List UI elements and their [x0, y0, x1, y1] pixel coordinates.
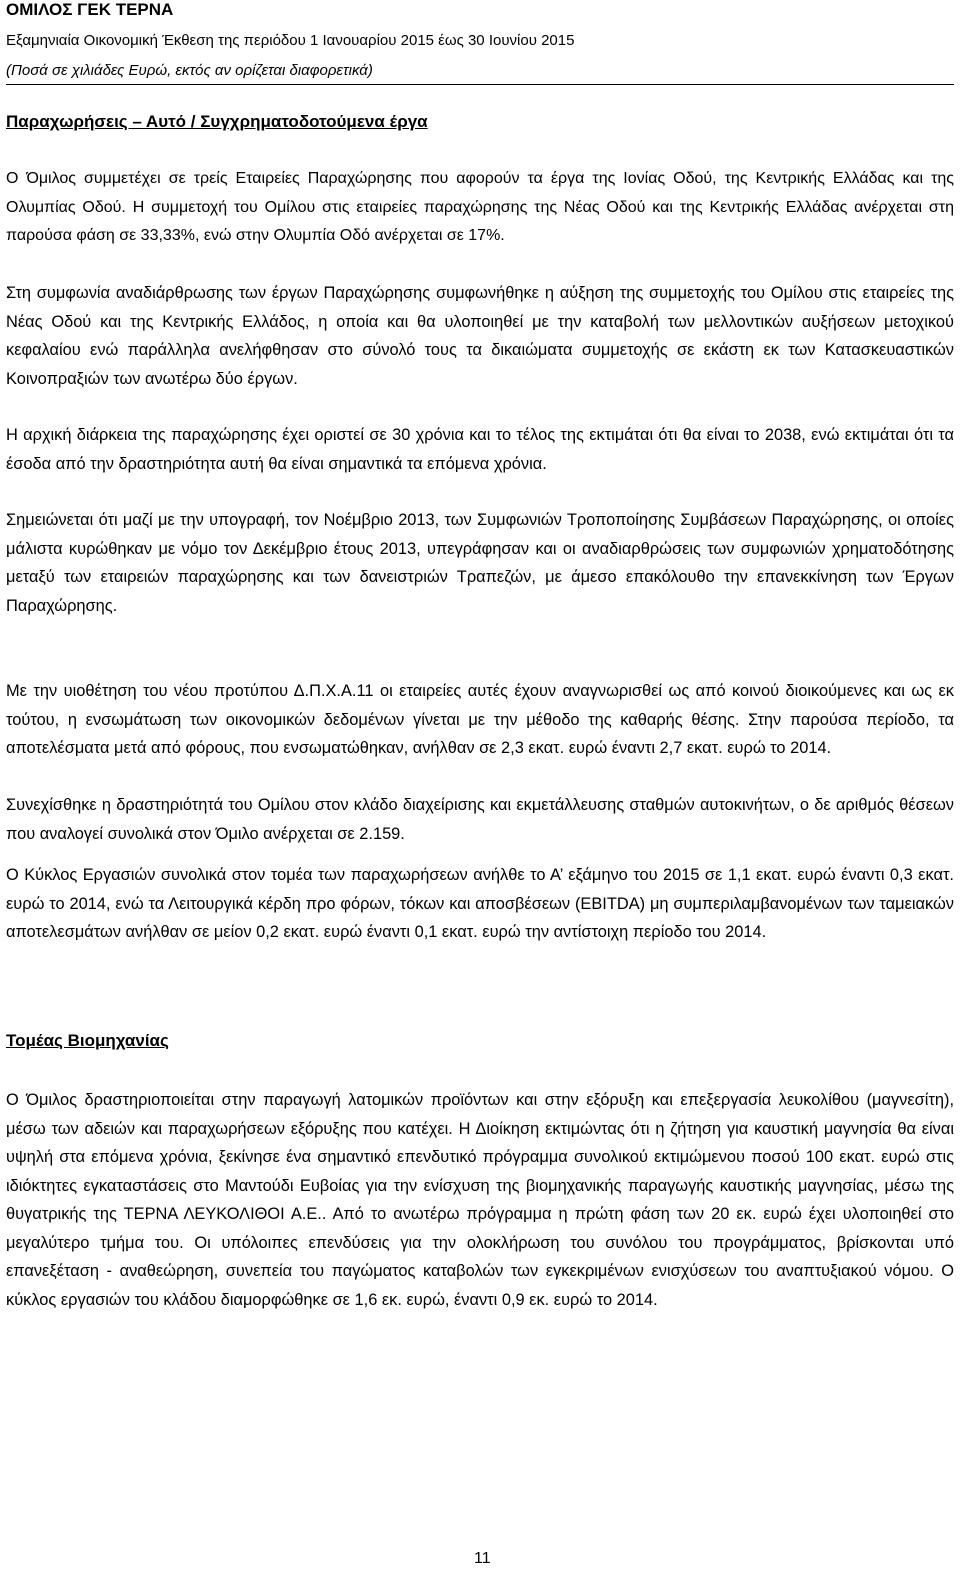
header-divider: [6, 84, 954, 85]
section-heading-industry: Τομέας Βιομηχανίας: [6, 1031, 169, 1050]
paragraph-restructuring-agreement: Στη συμφωνία αναδιάρθρωσης των έργων Παραχώρησης συμφωνήθηκε η αύξηση της συμμετοχής του Ομίλου στις εταιρείες της Νέας Οδού και της Κεντρικής Ελλάδος, η οποία και θα υλοποιηθεί με την καταβολή των μελλοντικών αυξήσεων μετοχικού κεφαλαίου ενώ παράλληλα ανελήφθησαν στο σύνολό τους τα δικαιώματα συμμετοχής σε εκάστη εκ των Κατασκευαστικών Κοινοπραξιών των ανωτέρω δύο έργων.: [6, 284, 954, 388]
section-heading-concessions: Παραχωρήσεις – Αυτό / Συγχρηματοδοτούμενα έργα: [6, 112, 428, 131]
paragraph-concession-duration: Η αρχική διάρκεια της παραχώρησης έχει οριστεί σε 30 χρόνια και το τέλος της εκτιμάται ότι θα είναι το 2038, ενώ εκτιμάται ότι τα έσοδα από την δραστηριότητα αυτή θα είναι σημαντικά τα επόμενα χρόνια.: [6, 426, 954, 473]
company-name: ΟΜΙΛΟΣ ΓΕΚ ΤΕΡΝΑ: [6, 0, 174, 19]
paragraph-ifrs11: Με την υιοθέτηση του νέου προτύπου Δ.Π.Χ.Α.11 οι εταιρείες αυτές έχουν αναγνωρισθεί ως από κοινού διοικούμενες και ως εκ τούτου, η ενσωμάτωση των οικονομικών δεδομένων γίνεται με την μέθοδο της καθαρής θέσης. Στην παρούσα περίοδο, τα αποτελέσματα μετά από φόρους, που ενσωματώθηκαν, ανήλθαν σε 2,3 εκατ. ευρώ έναντι 2,7 εκατ. ευρώ το 2014.: [6, 682, 954, 757]
paragraph-concessions-participation: Ο Όμιλος συμμετέχει σε τρείς Εταιρείες Παραχώρησης που αφορούν τα έργα της Ιονίας Οδού, της Κεντρικής Ελλάδας και της Ολυμπίας Οδού. Η συμμετοχή του Ομίλου στις εταιρείες παραχώρησης της Νέας Οδού και της Κεντρικής Ελλάδας ανέρχεται στη παρούσα φάση σε 33,33%, ενώ στην Ολυμπία Οδό ανέρχεται σε 17%.: [6, 170, 954, 244]
paragraph-industry: Ο Όμιλος δραστηριοποιείται στην παραγωγή λατομικών προϊόντων και στην εξόρυξη και επεξεργασία λευκολίθου (μαγνεσίτη), μέσω των αδειών και παραχωρήσεων εξόρυξης που κατέχει. Η Διοίκηση εκτιμώντας ότι η ζήτηση για καυστική μαγνησία θα είναι υψηλή στα επόμενα χρόνια, ξεκίνησε ένα σημαντικό επενδυτικό πρόγραμμα συνολικού εκτιμώμενου ποσού 100 εκατ. ευρώ στις ιδιόκτητες εγκαταστάσεις στο Μαντούδι Ευβοίας για την ενίσχυση της βιομηχανικής παραγωγής καυστικής μαγνησίας, μέσω της θυγατρικής της ΤΕΡΝΑ ΛΕΥΚΟΛΙΘΟΙ Α.Ε.. Από το ανωτέρω πρόγραμμα η πρώτη φάση των 20 εκ. ευρώ έχει υλοποιηθεί στο μεγαλύτερο τμήμα του. Οι υπόλοιπες επενδύσεις για την ολοκλήρωση του συνόλου του προγράμματος, βρίσκονται υπό επανεξέταση - αναθεώρηση, συνεπεία του παγώματος καταβολών των εγκεκριμένων ενισχύσεων του αναπτυξιακού νόμου. Ο κύκλος εργασιών του κλάδου διαμορφώθηκε σε 1,6 εκ. ευρώ, έναντι 0,9 εκ. ευρώ το 2014.: [6, 1091, 954, 1309]
paragraph-concessions-revenue: Ο Κύκλος Εργασιών συνολικά στον τομέα των παραχωρήσεων ανήλθε το Α’ εξάμηνο του 2015 σε 1,1 εκατ. ευρώ έναντι 0,3 εκατ. ευρώ το 2014, ενώ τα Λειτουργικά κέρδη προ φόρων, τόκων και αποσβέσεων (EBITDA) μη συμπεριλαμβανομένων των ταμειακών αποτελεσμάτων ανήλθαν σε μείον 0,2 εκατ. ευρώ έναντι 0,1 εκατ. ευρώ την αντίστοιχη περίοδο του 2014.: [6, 866, 954, 941]
page-number: 11: [474, 1550, 491, 1567]
report-period: Εξαμηνιαία Οικονομική Έκθεση της περιόδου 1 Ιανουαρίου 2015 έως 30 Ιουνίου 2015: [6, 32, 575, 49]
paragraph-amendment-agreements: Σημειώνεται ότι μαζί με την υπογραφή, τον Νοέμβριο 2013, των Συμφωνιών Τροποποίησης Συμβάσεων Παραχώρησης, οι οποίες μάλιστα κυρώθηκαν με νόμο τον Δεκέμβριο έτους 2013, υπεγράφησαν και οι αναδιαρθρώσεις των συμφωνιών χρηματοδότησης μεταξύ των εταιρειών παραχώρησης και των δανειστριών Τραπεζών, με άμεσο επακόλουθο την επανεκκίνηση των Έργων Παραχώρησης.: [6, 511, 954, 615]
paragraph-parking-stations: Συνεχίσθηκε η δραστηριότητά του Ομίλου στον κλάδο διαχείρισης και εκμετάλλευσης σταθμών αυτοκινήτων, ο δε αριθμός θέσεων που αναλογεί συνολικά στον Όμιλο ανέρχεται σε 2.159.: [6, 796, 954, 843]
amounts-note: (Ποσά σε χιλιάδες Ευρώ, εκτός αν ορίζεται διαφορετικά): [6, 62, 373, 79]
